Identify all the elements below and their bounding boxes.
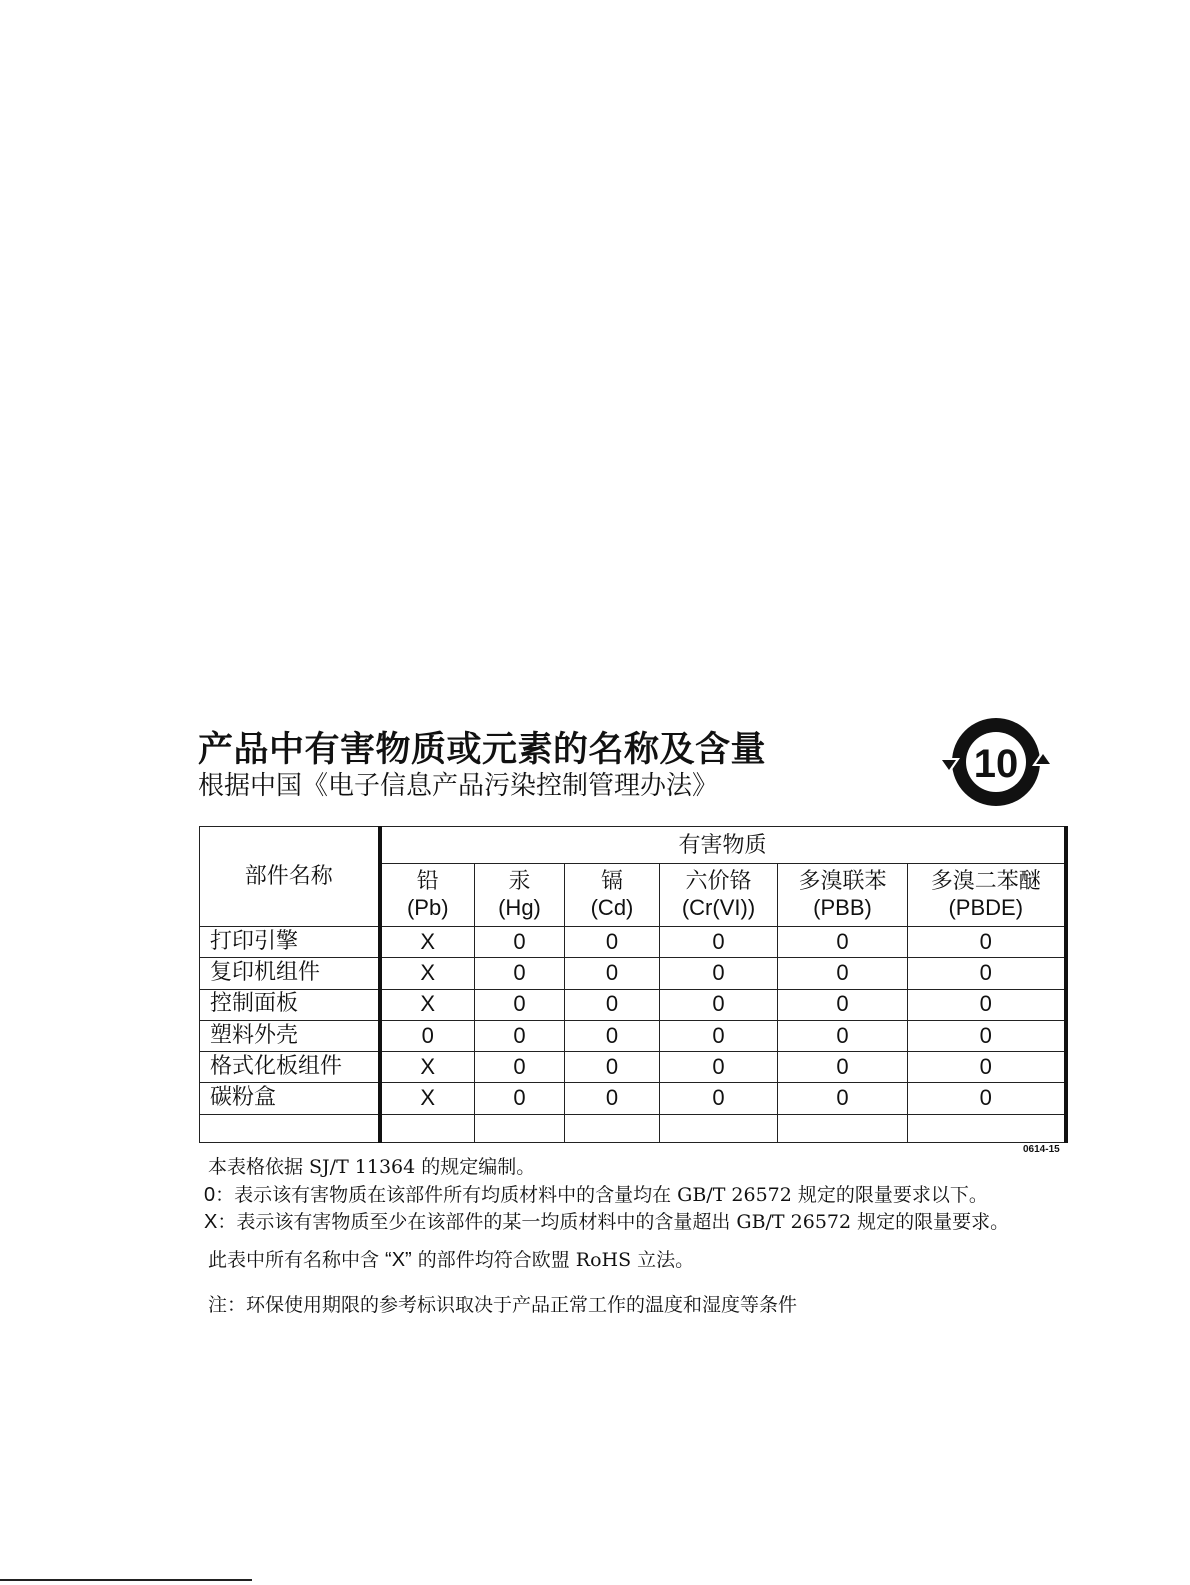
substance-value-cell: 0 bbox=[660, 1083, 778, 1114]
substance-value-cell bbox=[660, 1114, 778, 1142]
table-row bbox=[200, 958, 1066, 989]
table-row bbox=[200, 1052, 1066, 1083]
substance-value-cell: 0 bbox=[565, 1083, 660, 1114]
substance-value-cell: 0 bbox=[565, 1020, 660, 1051]
substance-value-cell bbox=[778, 1114, 908, 1142]
substance-header: 有害物质 bbox=[380, 827, 1066, 864]
part-name-cell bbox=[200, 1114, 380, 1142]
table-row bbox=[200, 1020, 1066, 1051]
substance-value-cell: 0 bbox=[475, 989, 565, 1020]
part-name-cell: 塑料外壳 bbox=[200, 1020, 380, 1051]
substance-value-cell: 0 bbox=[565, 926, 660, 957]
substance-value-cell: 0 bbox=[778, 989, 908, 1020]
substance-value-cell: 0 bbox=[778, 958, 908, 989]
part-name-cell: 碳粉盒 bbox=[200, 1083, 380, 1114]
substance-value-cell: X bbox=[380, 926, 475, 957]
substance-value-cell: 0 bbox=[778, 1020, 908, 1051]
substance-value-cell: X bbox=[380, 1052, 475, 1083]
substance-value-cell: X bbox=[380, 989, 475, 1020]
substance-value-cell bbox=[380, 1114, 475, 1142]
hazardous-substance-table bbox=[199, 826, 1068, 1143]
substance-value-cell: 0 bbox=[660, 1052, 778, 1083]
environment-protection-period-logo-icon bbox=[936, 710, 1056, 814]
substance-value-cell bbox=[565, 1114, 660, 1142]
substance-value-cell: X bbox=[380, 1083, 475, 1114]
page-title: 产品中有害物质或元素的名称及含量 bbox=[198, 730, 767, 770]
part-name-cell: 格式化板组件 bbox=[200, 1052, 380, 1083]
footer-divider bbox=[0, 1579, 252, 1581]
substance-value-cell: 0 bbox=[778, 1052, 908, 1083]
note-x-meaning: X：表示该有害物质至少在该部件的某一均质材料中的含量超出 GB/T 26572 规定的限量要求。 bbox=[204, 1211, 1010, 1233]
document-code: 0614-15 bbox=[1023, 1144, 1060, 1155]
substance-value-cell bbox=[475, 1114, 565, 1142]
substance-value-cell: 0 bbox=[380, 1020, 475, 1051]
column-header-pb: 铅 (Pb) bbox=[380, 864, 475, 927]
substance-value-cell: 0 bbox=[908, 1020, 1066, 1051]
substance-value-cell: 0 bbox=[660, 989, 778, 1020]
part-name-header: 部件名称 bbox=[200, 827, 380, 927]
substance-value-cell: 0 bbox=[908, 926, 1066, 957]
substance-value-cell: 0 bbox=[908, 989, 1066, 1020]
part-name-cell: 复印机组件 bbox=[200, 958, 380, 989]
substance-value-cell: X bbox=[380, 958, 475, 989]
substance-value-cell: 0 bbox=[565, 989, 660, 1020]
table-row bbox=[200, 1114, 1066, 1142]
note-rohs: 此表中所有名称中含 “X” 的部件均符合欧盟 RoHS 立法。 bbox=[208, 1249, 695, 1271]
note-zero-meaning: 0：表示该有害物质在该部件所有均质材料中的含量均在 GB/T 26572 规定的限量要求以下。 bbox=[204, 1184, 988, 1206]
logo-number: 10 bbox=[973, 742, 1019, 786]
substance-value-cell: 0 bbox=[908, 1052, 1066, 1083]
substance-value-cell: 0 bbox=[908, 1083, 1066, 1114]
table-row bbox=[200, 926, 1066, 957]
substance-value-cell: 0 bbox=[660, 958, 778, 989]
column-header-pbde: 多溴二苯醚 (PBDE) bbox=[908, 864, 1066, 927]
table-row bbox=[200, 1083, 1066, 1114]
column-header-pbb: 多溴联苯 (PBB) bbox=[778, 864, 908, 927]
substance-value-cell: 0 bbox=[660, 1020, 778, 1051]
part-name-cell: 打印引擎 bbox=[200, 926, 380, 957]
column-header-cd: 镉 (Cd) bbox=[565, 864, 660, 927]
part-name-cell: 控制面板 bbox=[200, 989, 380, 1020]
column-header-cr6: 六价铬 (Cr(VI)) bbox=[660, 864, 778, 927]
page-subtitle: 根据中国《电子信息产品污染控制管理办法》 bbox=[198, 771, 719, 801]
substance-value-cell: 0 bbox=[660, 926, 778, 957]
substance-value-cell: 0 bbox=[778, 1083, 908, 1114]
substance-value-cell: 0 bbox=[565, 958, 660, 989]
table-row bbox=[200, 989, 1066, 1020]
substance-value-cell: 0 bbox=[475, 1052, 565, 1083]
substance-value-cell: 0 bbox=[475, 926, 565, 957]
substance-value-cell bbox=[908, 1114, 1066, 1142]
substance-value-cell: 0 bbox=[475, 1083, 565, 1114]
substance-value-cell: 0 bbox=[778, 926, 908, 957]
column-header-hg: 汞 (Hg) bbox=[475, 864, 565, 927]
note-environment-period: 注：环保使用期限的参考标识取决于产品正常工作的温度和湿度等条件 bbox=[208, 1294, 798, 1316]
substance-value-cell: 0 bbox=[475, 958, 565, 989]
note-basis: 本表格依据 SJ/T 11364 的规定编制。 bbox=[208, 1156, 536, 1178]
substance-value-cell: 0 bbox=[565, 1052, 660, 1083]
substance-value-cell: 0 bbox=[908, 958, 1066, 989]
substance-value-cell: 0 bbox=[475, 1020, 565, 1051]
